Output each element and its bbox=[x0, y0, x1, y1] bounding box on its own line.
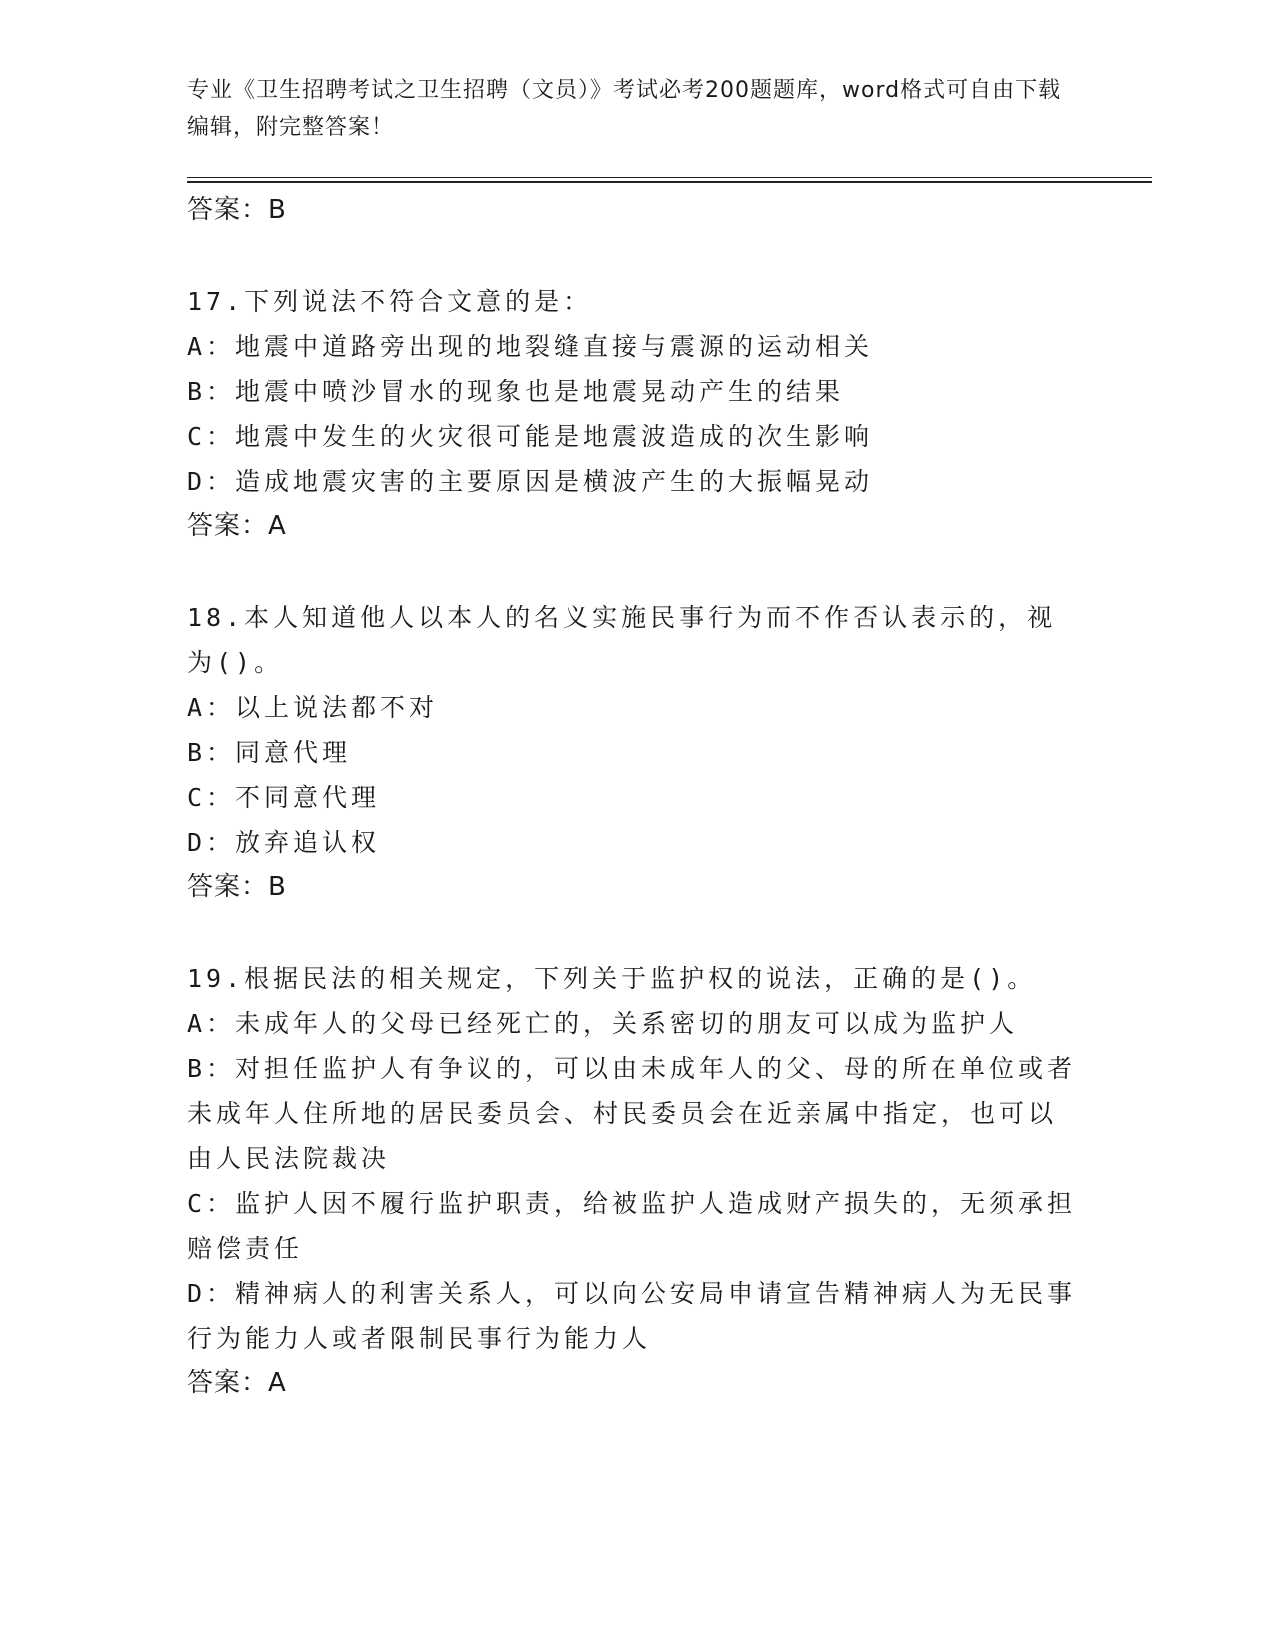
option-b: B：同意代理 bbox=[187, 738, 352, 767]
document-header: 专业《卫生招聘考试之卫生招聘（文员）》考试必考200题题库，word格式可自由下载编辑，附完整答案！ bbox=[187, 78, 1062, 140]
question-answer: 答案：A bbox=[187, 511, 287, 541]
question-19 bbox=[187, 956, 1077, 1406]
option-c: C：监护人因不履行监护职责，给被监护人造成财产损失的，无须承担赔偿责任 bbox=[187, 1189, 1077, 1263]
question-gap bbox=[187, 549, 1077, 595]
question-answer: 答案：A bbox=[187, 1368, 287, 1398]
option-d: D：精神病人的利害关系人，可以向公安局申请宣告精神病人为无民事行为能力人或者限制民事行为能力人 bbox=[187, 1279, 1077, 1353]
header-rule-thin bbox=[187, 177, 1152, 178]
option-a: A：以上说法都不对 bbox=[187, 693, 439, 722]
question-gap bbox=[187, 910, 1077, 956]
question-list bbox=[187, 188, 1077, 1406]
question-answer: 答案：B bbox=[187, 872, 287, 902]
option-c: C：不同意代理 bbox=[187, 783, 381, 812]
header-rule-thick bbox=[187, 181, 1152, 183]
option-a: A：未成年人的父母已经死亡的，关系密切的朋友可以成为监护人 bbox=[187, 1009, 1019, 1038]
previous-answer: 答案：B bbox=[187, 195, 287, 225]
option-c: C：地震中发生的火灾很可能是地震波造成的次生影响 bbox=[187, 422, 874, 451]
question-gap bbox=[187, 233, 1077, 279]
question-18 bbox=[187, 595, 1077, 910]
option-b: B：地震中喷沙冒水的现象也是地震晃动产生的结果 bbox=[187, 377, 845, 406]
option-b: B：对担任监护人有争议的，可以由未成年人的父、母的所在单位或者未成年人住所地的居民委员会、村民委员会在近亲属中指定，也可以由人民法院裁决 bbox=[187, 1054, 1077, 1173]
option-d: D：放弃追认权 bbox=[187, 828, 381, 857]
question-stem: 17.下列说法不符合文意的是： bbox=[187, 287, 593, 316]
option-a: A：地震中道路旁出现的地裂缝直接与震源的运动相关 bbox=[187, 332, 874, 361]
question-stem: 19.根据民法的相关规定，下列关于监护权的说法，正确的是()。 bbox=[187, 964, 1037, 993]
option-d: D：造成地震灾害的主要原因是横波产生的大振幅晃动 bbox=[187, 467, 874, 496]
question-17 bbox=[187, 279, 1077, 549]
question-stem: 18.本人知道他人以本人的名义实施民事行为而不作否认表示的，视为()。 bbox=[187, 603, 1057, 677]
